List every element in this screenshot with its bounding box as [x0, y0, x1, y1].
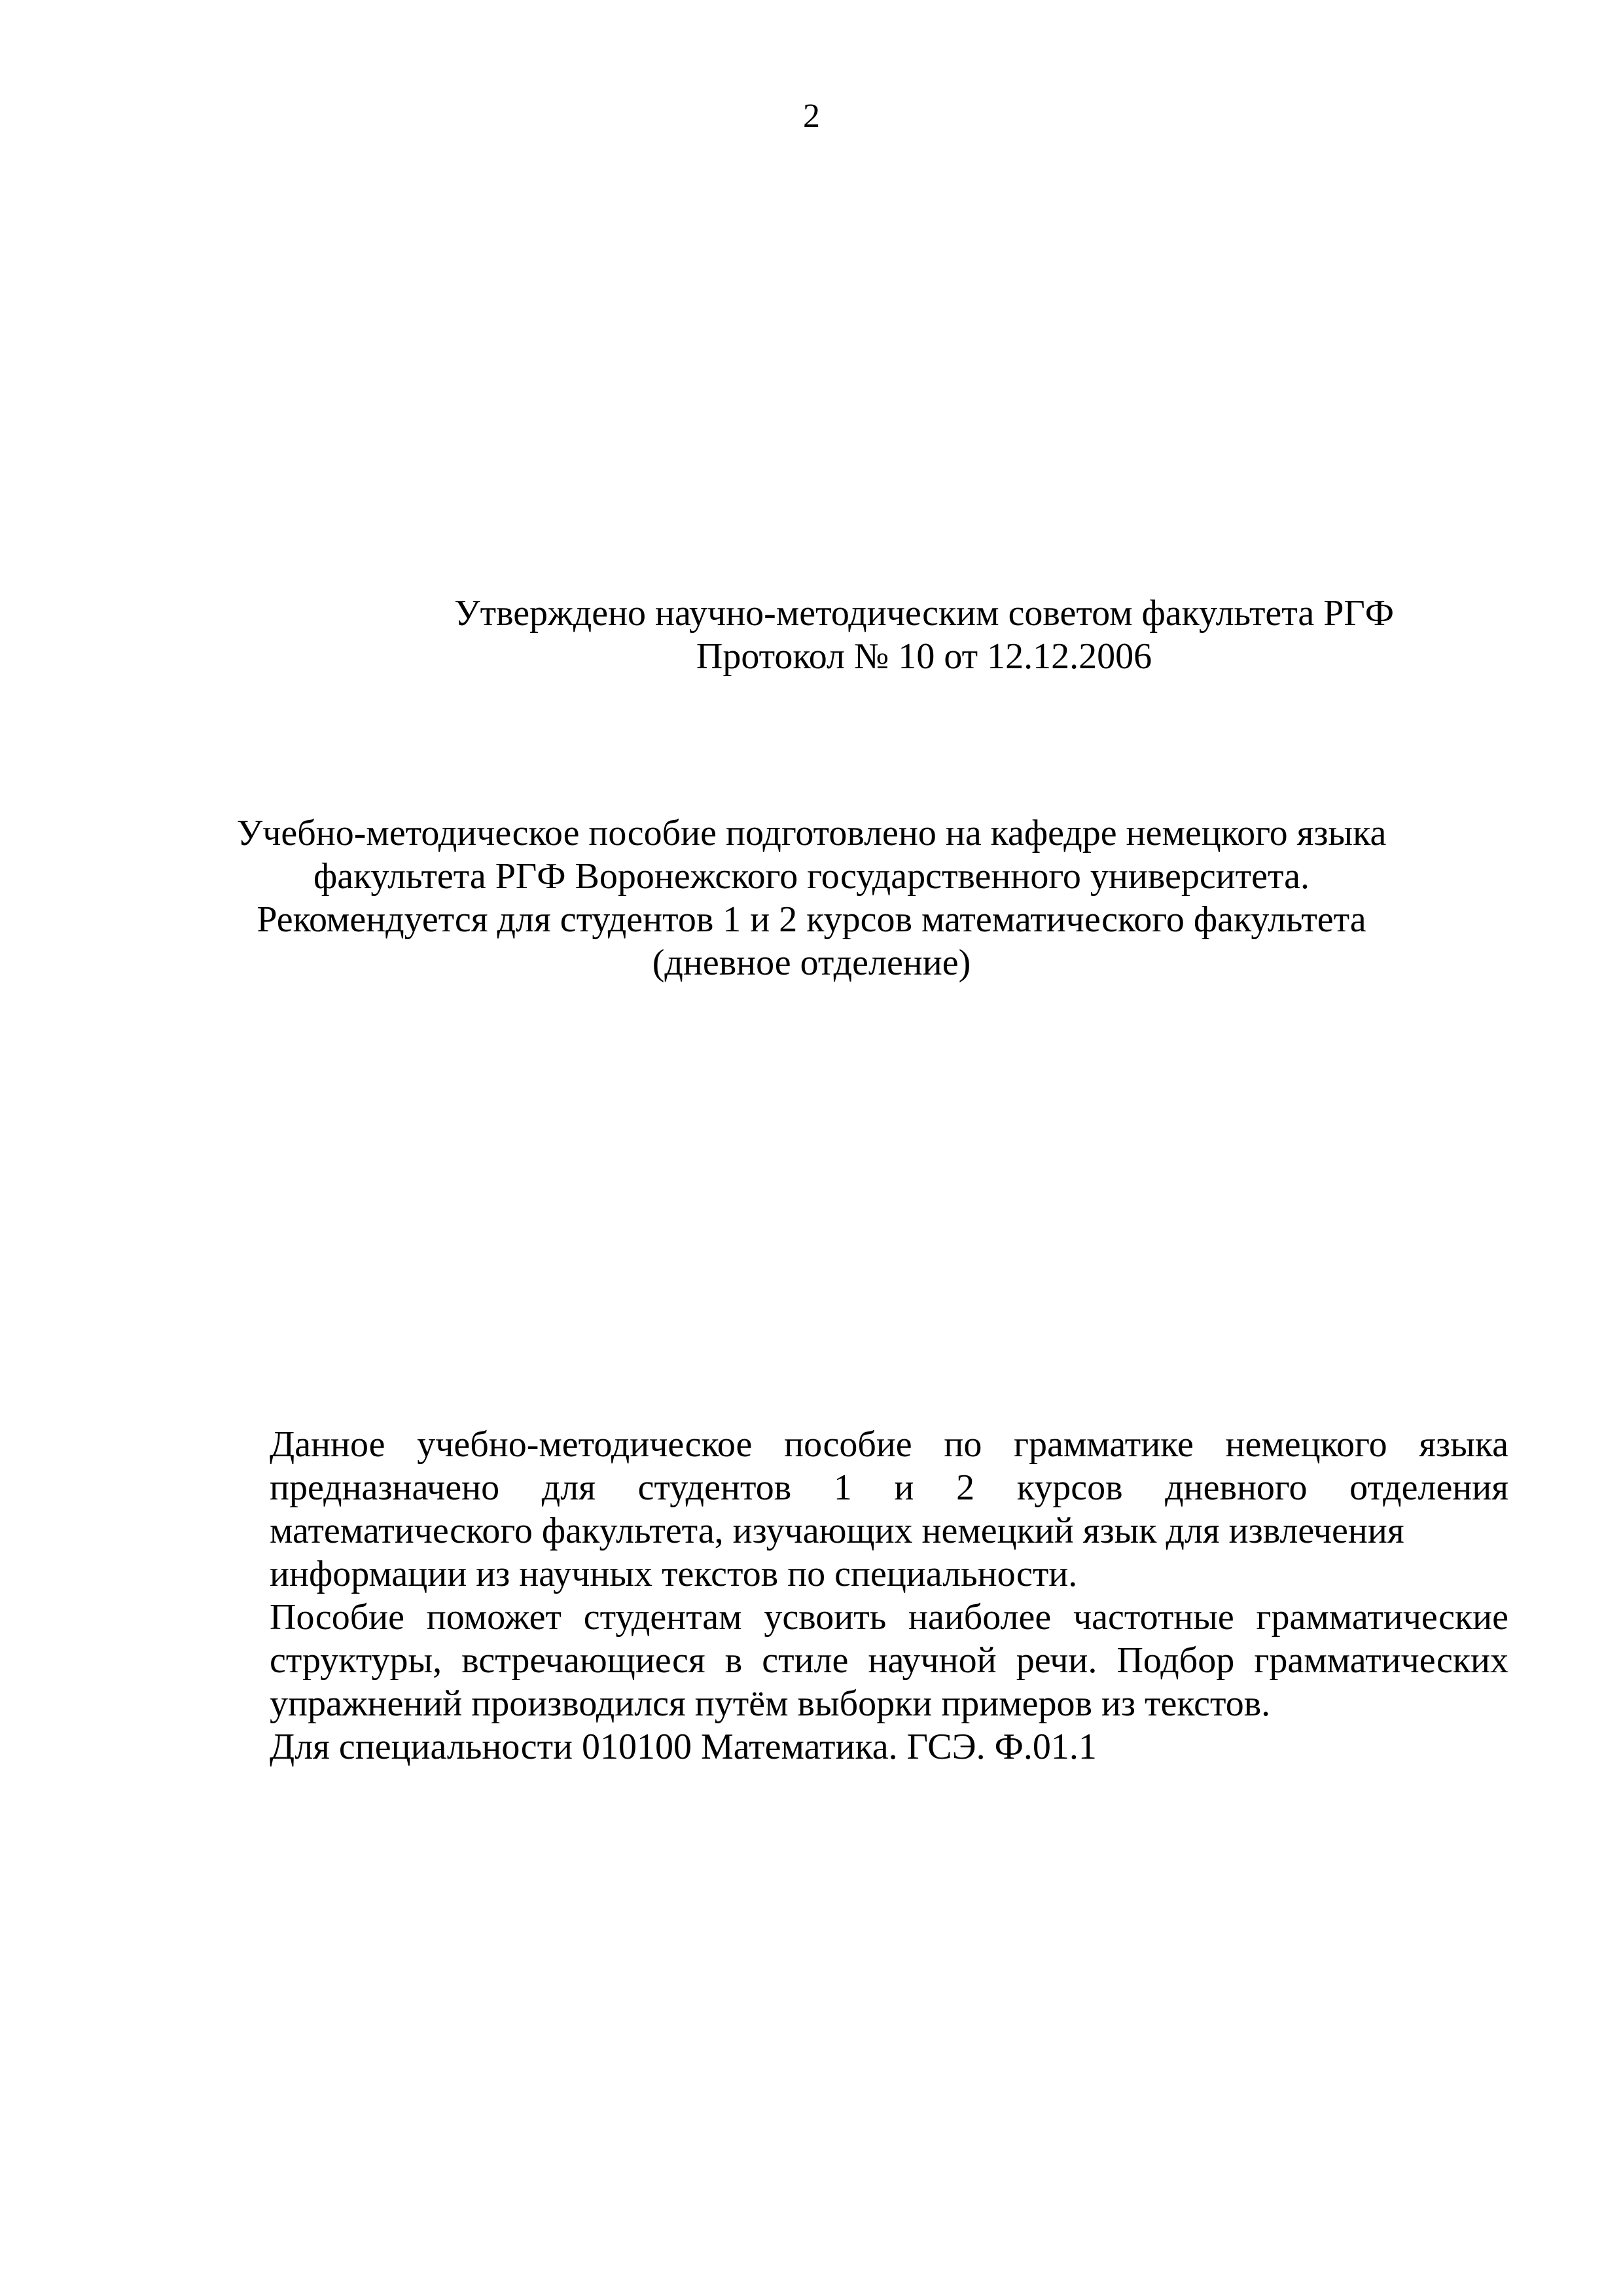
- page-number: 2: [803, 98, 820, 135]
- protocol-line: Протокол № 10 от 12.12.2006: [696, 636, 1152, 677]
- department-form-line: (дневное отделение): [652, 942, 971, 983]
- recommendation-line: Рекомендуется для студентов 1 и 2 курсов математического факультета: [257, 899, 1366, 940]
- specialty-line: Для специальности 010100 Математика. ГСЭ. Ф.01.1: [270, 1727, 1097, 1767]
- annotation-line: математического факультета, изучающих немецкий язык для извлечения: [270, 1511, 1404, 1551]
- annotation-paragraph: [270, 1423, 1508, 1768]
- approval-line: Утверждено научно-методическим советом факультета РГФ: [454, 593, 1395, 634]
- annotation-line: предназначено для студентов 1 и 2 курсов дневного отделения: [270, 1467, 1508, 1508]
- annotation-line: Пособие поможет студентам усвоить наиболее частотные грамматические: [270, 1597, 1508, 1638]
- annotation-line: структуры, встречающиеся в стиле научной речи. Подбор грамматических: [270, 1640, 1508, 1681]
- annotation-line: информации из научных текстов по специальности.: [270, 1554, 1078, 1594]
- preparation-line-1: Учебно-методическое пособие подготовлено на кафедре немецкого языка: [236, 813, 1387, 853]
- annotation-line: упражнений производился путём выборки примеров из текстов.: [270, 1683, 1271, 1724]
- preparation-line-2: факультета РГФ Воронежского государственного университета.: [313, 856, 1310, 897]
- annotation-line: Данное учебно-методическое пособие по грамматике немецкого языка: [270, 1424, 1508, 1465]
